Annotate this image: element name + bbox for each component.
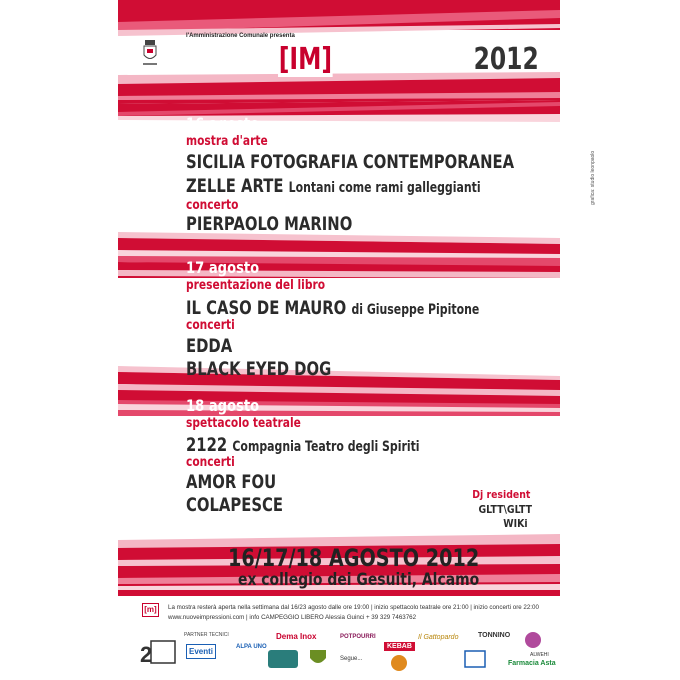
sponsor-logo: POTPOURRI — [340, 634, 376, 640]
event-title: PIERPAOLO MARINO — [186, 213, 353, 235]
event-category: concerti — [186, 455, 235, 470]
partners-label: PARTNER TECNICI — [184, 632, 229, 638]
sponsor-logo: Eventi — [186, 644, 216, 659]
sponsor-logo: ALWEHI — [530, 652, 549, 658]
event-title: ZELLE ARTE Lontani come rami galleggianti — [186, 175, 481, 197]
festival-dates: 16/17/18 AGOSTO 2012 — [228, 544, 480, 572]
sponsor-square-icon — [464, 650, 486, 668]
event-subtitle: Compagnia Teatro degli Spiriti — [232, 439, 420, 455]
title-im: IM — [289, 42, 322, 77]
sponsor-circle-icon — [388, 654, 410, 672]
event-subtitle: Lontani come rami galleggianti — [288, 180, 481, 196]
title-right: PRESSIONI — [332, 42, 474, 77]
sponsor-shield-icon — [308, 648, 328, 668]
info-line: La mostra resterà aperta nella settimana dal 16/23 agosto dalle ore 19:00 | inizio spettacolo teatrale ore 21:00 | inizio concerti ore 22:00 — [168, 604, 539, 611]
event-category: concerto — [186, 198, 239, 213]
day-date: 16 agosto — [186, 114, 260, 133]
event-subtitle: di Giuseppe Pipitone — [351, 302, 480, 318]
event-poster — [118, 0, 560, 680]
dj-label: Dj resident — [471, 488, 530, 501]
day-date: 18 agosto — [186, 396, 260, 415]
sponsor-logo: ALPA UNO — [236, 644, 267, 650]
comune-crest-icon — [142, 40, 158, 66]
event-category: presentazione del libro — [186, 278, 326, 293]
festival-title — [186, 42, 539, 77]
title-bracket-close: ] — [321, 42, 333, 77]
info-line: www.nuoveimpressioni.com | info CAMPEGGIO LIBERO Alessia Guinci + 39 329 7463762 — [168, 614, 417, 621]
title-bracket-open: [ — [278, 42, 290, 77]
sponsor-logo: Farmacia Asta — [508, 660, 556, 667]
event-title: COLAPESCE — [186, 494, 284, 516]
event-title: SICILIA FOTOGRAFIA CONTEMPORANEA — [186, 151, 515, 173]
sponsor-logo: Il Gattopardo — [418, 634, 459, 641]
title-left: NUOVE — [186, 42, 278, 77]
event-category: mostra d'arte — [186, 134, 268, 149]
event-title: BLACK EYED DOG — [186, 358, 332, 380]
festival-venue: ex collegio dei Gesuiti, Alcamo — [238, 570, 480, 590]
event-title: IL CASO DE MAURO di Giuseppe Pipitone — [186, 297, 480, 319]
title-year: 2012 — [473, 42, 539, 77]
sponsor-logo: TONNINO — [478, 632, 511, 639]
sponsor-logo: KEBAB — [384, 642, 415, 651]
event-category: spettacolo teatrale — [186, 416, 301, 431]
presenter-line: l'Amministrazione Comunale presenta — [186, 33, 295, 39]
sponsor-badge-icon — [268, 650, 298, 668]
event-title: EDDA — [186, 335, 233, 357]
dj-name: WIKi — [503, 517, 528, 530]
dj-name: GLTT\GLTT — [478, 503, 532, 516]
im-mark-icon: [m] — [142, 603, 159, 617]
day-date: 17 agosto — [186, 258, 260, 277]
sponsor-logo: Segue... — [340, 656, 363, 662]
sponsor-logo: Dema Inox — [276, 632, 317, 641]
sponsor-logo: 2 — [140, 642, 153, 667]
event-title: AMOR FOU — [186, 471, 277, 493]
event-category: concerti — [186, 318, 235, 333]
sponsor-outline-icon — [150, 640, 176, 664]
design-credit: grafica: studio leonpaolo — [590, 150, 596, 205]
event-title: 2122 Compagnia Teatro degli Spiriti — [186, 434, 420, 456]
sponsor-flower-icon — [522, 630, 544, 650]
